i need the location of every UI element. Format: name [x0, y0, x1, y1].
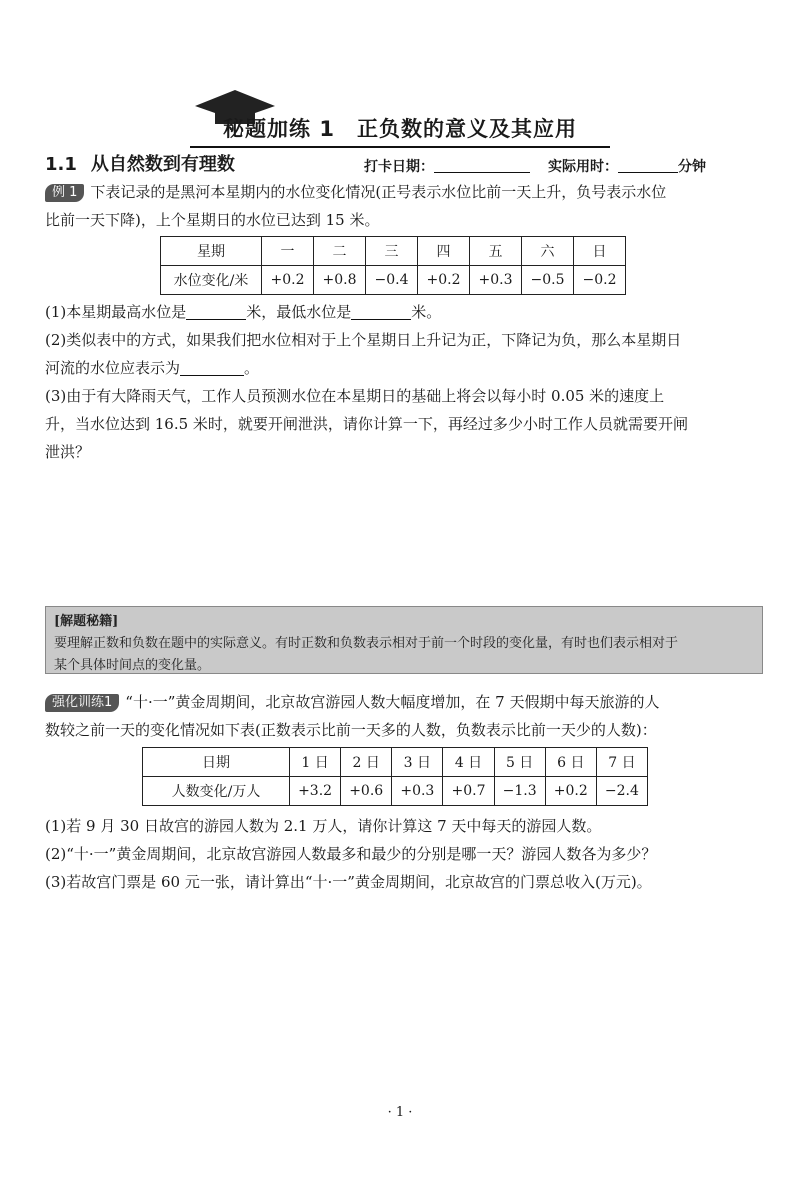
answer-blank[interactable] — [180, 359, 244, 376]
answer-blank[interactable] — [351, 303, 411, 320]
table-header-cell: 三 — [366, 237, 418, 266]
table-header-cell: 一 — [262, 237, 314, 266]
training1-questions — [45, 812, 785, 896]
answer-blank[interactable] — [186, 303, 246, 320]
table-header-cell: 日期 — [143, 748, 290, 777]
time-label: 实际用时： — [548, 159, 618, 175]
example1-q2: (2)类似表中的方式，如果我们把水位相对于上个星期日上升记为正，下降记为负，那么本星期日 河流的水位应表示为 。 — [45, 331, 682, 377]
table-cell: +0.3 — [470, 266, 522, 295]
table-row-label: 水位变化/米 — [161, 266, 262, 295]
training1-q3: (3)若故宫门票是 60 元一张，请计算出“十·一”黄金周期间，北京故宫的门票总收入(万元)。 — [45, 873, 652, 891]
solution-tips-box — [45, 606, 763, 674]
table-header-cell: 3 日 — [392, 748, 443, 777]
example1-questions — [45, 298, 765, 466]
visitor-change-table — [142, 747, 648, 806]
table-header-cell: 2 日 — [341, 748, 392, 777]
tips-heading: [解题秘籍] — [54, 614, 119, 629]
section-title: 从自然数到有理数 — [90, 154, 235, 175]
table-header-cell: 六 — [522, 237, 574, 266]
table-cell: −0.4 — [366, 266, 418, 295]
table-cell: +3.2 — [290, 777, 341, 806]
example1-q1: (1)本星期最高水位是 米，最低水位是 米。 — [45, 303, 442, 321]
table-cell: +0.7 — [443, 777, 494, 806]
table-header-cell: 4 日 — [443, 748, 494, 777]
tips-line: 某个具体时间点的变化量。 — [54, 658, 211, 673]
table-cell: −2.4 — [596, 777, 647, 806]
table-header-cell: 四 — [418, 237, 470, 266]
training1-intro — [45, 688, 770, 744]
training1-intro-line1: “十·一”黄金周期间，北京故宫游园人数大幅度增加，在 7 天假期中每天旅游的人 — [125, 693, 660, 711]
section-heading — [45, 152, 235, 178]
table-header-cell: 5 日 — [494, 748, 545, 777]
water-level-table — [160, 236, 626, 295]
table-cell: −0.2 — [574, 266, 626, 295]
table-row-label: 人数变化/万人 — [143, 777, 290, 806]
table-header-cell: 1 日 — [290, 748, 341, 777]
tips-line: 要理解正数和负数在题中的实际意义。有时正数和负数表示相对于前一个时段的变化量，有时也们表示相对于 — [54, 636, 679, 651]
training1-intro-line2: 数较之前一天的变化情况如下表(正数表示比前一天多的人数，负数表示比前一天少的人数)： — [45, 721, 657, 739]
example1-q3: (3)由于有大降雨天气，工作人员预测水位在本星期日的基础上将会以每小时 0.05 米的速度上 升，当水位达到 16.5 米时，就要开闸泄洪，请你计算一下，再经过多少小时工作人员就需要开闸 泄洪？ — [45, 387, 688, 461]
table-cell: +0.2 — [262, 266, 314, 295]
table-cell: +0.8 — [314, 266, 366, 295]
table-cell: −0.5 — [522, 266, 574, 295]
table-cell: −1.3 — [494, 777, 545, 806]
table-cell: +0.2 — [418, 266, 470, 295]
example1-intro-line1: 下表记录的是黑河本星期内的水位变化情况(正号表示水位比前一天上升，负号表示水位 — [90, 183, 667, 201]
checkin-label: 打卡日期： — [364, 159, 434, 175]
checkin-date-field[interactable] — [434, 158, 530, 173]
table-cell: +0.2 — [545, 777, 596, 806]
table-header-cell: 6 日 — [545, 748, 596, 777]
checkin-line — [364, 156, 706, 178]
example1-intro-line2: 比前一天下降)，上个星期日的水位已达到 15 米。 — [45, 211, 380, 229]
table-header-cell: 日 — [574, 237, 626, 266]
training1-badge: 强化训练1 — [45, 694, 119, 712]
table-header-cell: 二 — [314, 237, 366, 266]
table-header-cell: 星期 — [161, 237, 262, 266]
table-row — [161, 266, 626, 295]
page-title: 秘题加练 1 正负数的意义及其应用 — [223, 117, 577, 141]
table-header-cell: 五 — [470, 237, 522, 266]
training1-q2: (2)“十·一”黄金周期间，北京故宫游园人数最多和最少的分别是哪一天？游园人数各为多少？ — [45, 845, 657, 863]
time-unit: 分钟 — [678, 159, 706, 175]
example1-badge: 例 1 — [45, 184, 84, 202]
time-spent-field[interactable] — [618, 158, 678, 173]
table-header-cell: 7 日 — [596, 748, 647, 777]
section-number: 1.1 — [45, 154, 77, 175]
training1-q1: (1)若 9 月 30 日故宫的游园人数为 2.1 万人，请你计算这 7 天中每天的游园人数。 — [45, 817, 602, 835]
example1-intro — [45, 178, 765, 234]
table-cell: +0.6 — [341, 777, 392, 806]
table-row — [143, 748, 648, 777]
page-number: · 1 · — [387, 1105, 413, 1120]
table-cell: +0.3 — [392, 777, 443, 806]
table-row — [161, 237, 626, 266]
table-row — [143, 777, 648, 806]
title-underline — [190, 146, 610, 148]
